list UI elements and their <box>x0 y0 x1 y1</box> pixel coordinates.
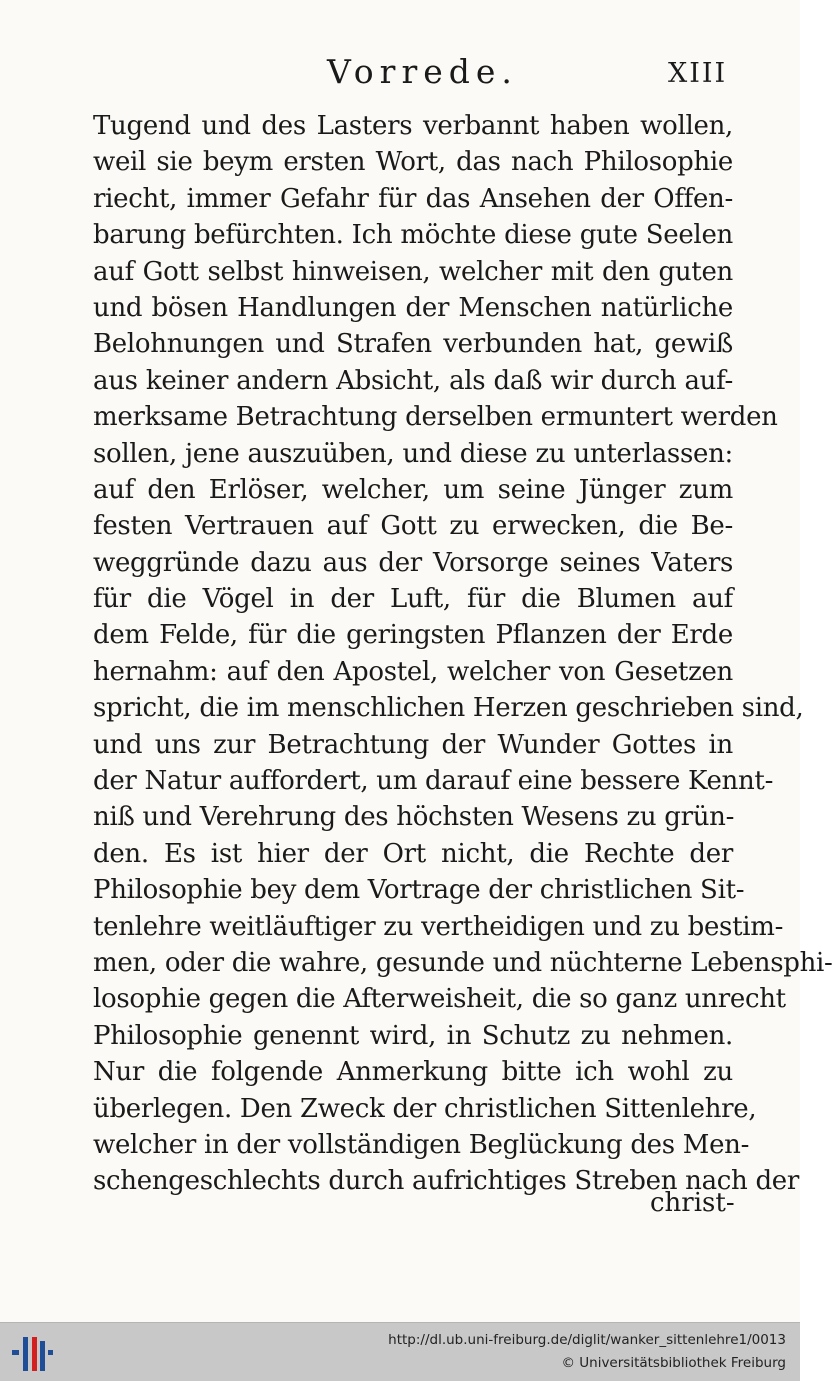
catchword: christ- <box>650 1188 735 1218</box>
text-line: sollen, jene auszuüben, und diese zu unterlassen: <box>93 438 733 469</box>
text-line: auf Gott selbst hinweisen, welcher mit den guten <box>93 256 733 287</box>
source-url-link[interactable]: http://dl.ub.uni-freiburg.de/diglit/wanker_sittenlehre1/0013 <box>388 1332 786 1348</box>
text-line: für die Vögel in der Luft, für die Blumen auf <box>93 584 733 615</box>
text-line: losophie gegen die Afterweisheit, die so ganz unrecht <box>93 984 786 1015</box>
text-line: Tugend und des Lasters verbannt haben wollen, <box>93 111 733 141</box>
text-line: weil sie beym ersten Wort, das nach Philosophie <box>93 147 733 178</box>
text-line: Philosophie genennt wird, in Schutz zu nehmen. <box>93 1020 733 1051</box>
text-line: Philosophie bey dem Vortrage der christlichen Sit- <box>93 875 745 906</box>
page-title: Vorrede. <box>327 52 518 91</box>
library-logo-icon <box>10 1333 54 1373</box>
text-line: Belohnungen und Strafen verbunden hat, gewiß <box>93 329 733 360</box>
running-head <box>0 50 800 94</box>
text-line: aus keiner andern Absicht, als daß wir durch auf- <box>93 365 733 396</box>
page-number: XIII <box>668 58 728 89</box>
text-line: weggründe dazu aus der Vorsorge seines Vaters <box>93 547 733 578</box>
text-line: niß und Verehrung des höchsten Wesens zu grün- <box>93 802 735 833</box>
text-line: und uns zur Betrachtung der Wunder Gottes in <box>93 729 733 760</box>
footer-bar <box>0 1322 800 1381</box>
text-line: hernahm: auf den Apostel, welcher von Gesetzen <box>93 656 733 687</box>
text-line: merksame Betrachtung derselben ermuntert werden <box>93 402 778 433</box>
text-line: der Natur auffordert, um darauf eine bessere Kennt- <box>93 766 774 797</box>
text-line: dem Felde, für die geringsten Pflanzen der Erde <box>93 620 733 651</box>
text-line: men, oder die wahre, gesunde und nüchterne Lebensphi- <box>93 947 833 978</box>
copyright-notice: © Universitätsbibliothek Freiburg <box>561 1355 786 1371</box>
text-line: auf den Erlöser, welcher, um seine Jünger zum <box>93 474 733 505</box>
text-line: den. Es ist hier der Ort nicht, die Rechte der <box>93 838 733 869</box>
text-line: barung befürchten. Ich möchte diese gute Seelen <box>93 220 733 251</box>
text-line: riecht, immer Gefahr für das Ansehen der Offen- <box>93 183 733 214</box>
text-line: und bösen Handlungen der Menschen natürliche <box>93 292 733 323</box>
text-line: spricht, die im menschlichen Herzen geschrieben sind, <box>93 693 804 724</box>
body-text <box>93 108 833 1200</box>
text-line: Nur die folgende Anmerkung bitte ich wohl zu <box>93 1057 733 1088</box>
text-line: überlegen. Den Zweck der christlichen Sittenlehre, <box>93 1093 757 1124</box>
text-line: tenlehre weitläuftiger zu vertheidigen und zu bestim- <box>93 911 784 942</box>
text-line: festen Vertrauen auf Gott zu erwecken, die Be- <box>93 511 733 542</box>
text-line: welcher in der vollständigen Beglückung des Men- <box>93 1129 750 1160</box>
text-line: schengeschlechts durch aufrichtiges Streben nach der <box>93 1166 800 1197</box>
